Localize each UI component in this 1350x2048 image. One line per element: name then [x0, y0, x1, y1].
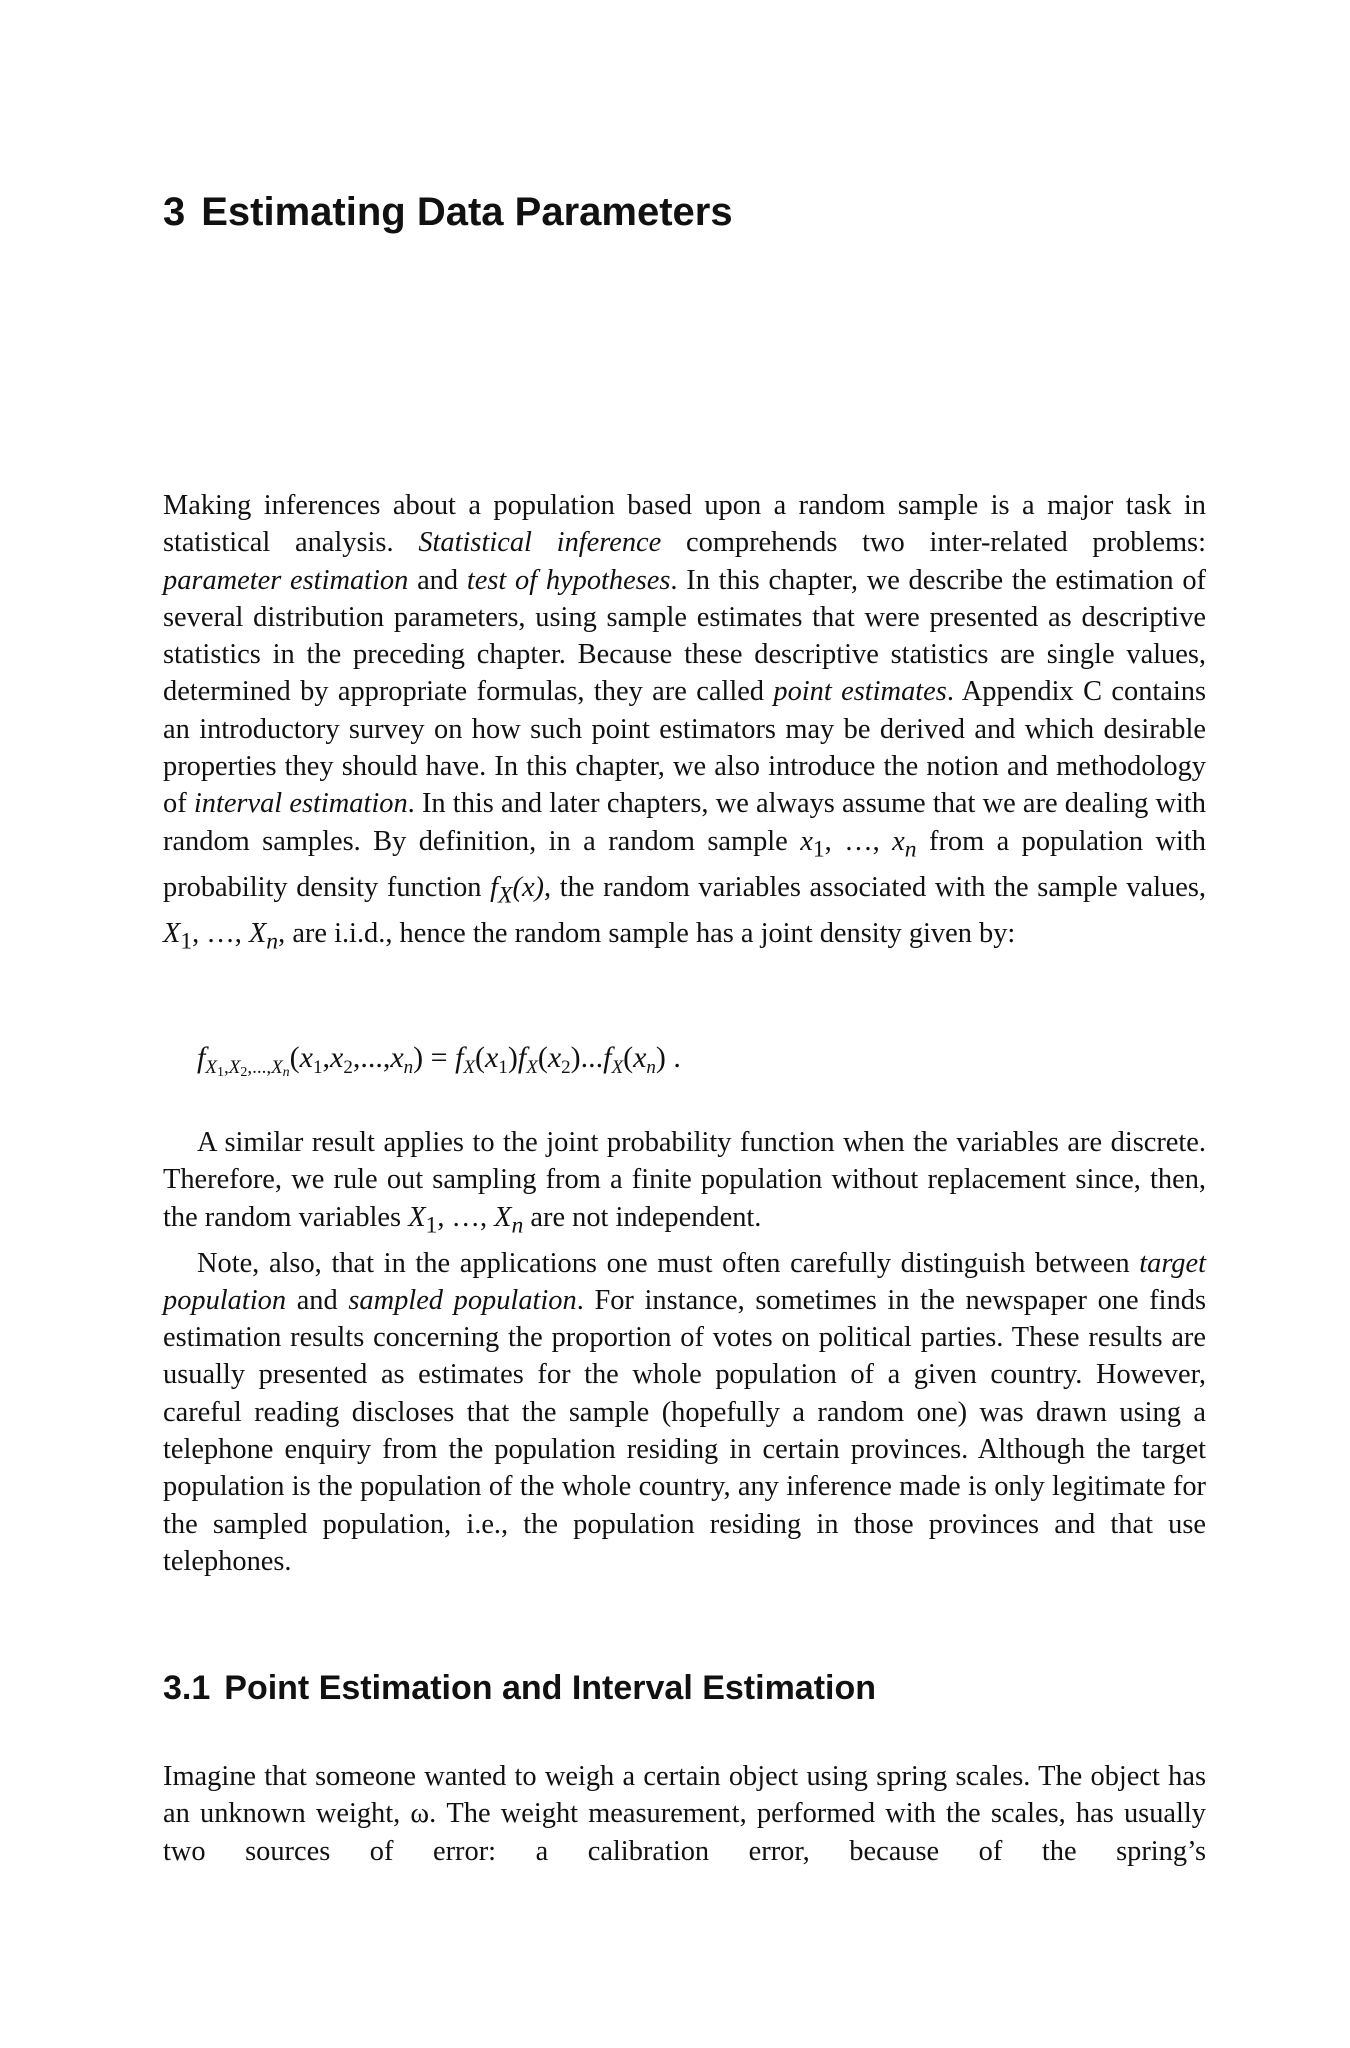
term-statistical-inference: Statistical inference: [418, 527, 662, 559]
body-text: A similar result applies to the joint probability function when the variables are discrete. Therefore, we rule out sampling from a finite population without replacement since, then, the random variables: [163, 1127, 1206, 1233]
eq-sub: X: [205, 1057, 217, 1078]
eq-comma: ,: [382, 1041, 391, 1074]
section-paragraph: [163, 1758, 1206, 1870]
term-point-estimates: point estimates: [773, 676, 947, 708]
eq-paren: (: [289, 1041, 300, 1074]
intro-text: . Appendix C contains an introductory survey on how such point estimators may be derived and which desirable properties they should have. In this chapter, we also introduce the notion and methodology of: [163, 676, 1207, 820]
eq-paren: ): [570, 1041, 581, 1074]
section-text: Imagine that someone wanted to weigh a certain object using spring scales. The object has an unknown weight, ω. The weight measurement, performed with the scales, has usually two sources of error: a calibration error, because of the spring’s: [163, 1761, 1206, 1867]
eq-sub: n: [646, 1057, 656, 1078]
intro-text: . In this and later chapters, we always assume that we are dealing with random samples. By definition, in a random sample: [163, 788, 1207, 857]
eq-paren: (: [475, 1041, 486, 1074]
eq-f: f: [455, 1041, 464, 1074]
subscript: 1: [425, 1212, 438, 1239]
eq-comma: ,: [322, 1041, 330, 1074]
subscript: 1: [812, 836, 825, 863]
eq-sub: ,: [247, 1057, 253, 1078]
intro-text: from a population with probability density function: [163, 825, 1207, 903]
intro-text: and: [408, 564, 467, 596]
subscript: X: [498, 882, 513, 909]
eq-comma: ,: [352, 1041, 361, 1074]
var-X: X: [248, 917, 267, 949]
paragraph-target-population: [163, 1245, 1206, 1581]
var-x: (x): [512, 871, 544, 903]
eq-equals: =: [423, 1041, 456, 1074]
eq-paren: ): [413, 1041, 424, 1074]
eq-dots: ...: [580, 1041, 604, 1074]
eq-sub: X: [228, 1057, 241, 1078]
var-X: X: [494, 1201, 512, 1233]
intro-text: Making inferences about a population based upon a random sample is a major task in statistical analysis.: [163, 490, 1206, 559]
eq-f: f: [603, 1041, 612, 1074]
var-f: f: [490, 871, 499, 903]
eq-sub: 1: [498, 1057, 508, 1078]
chapter-title-text: Estimating Data Parameters: [201, 190, 733, 234]
term-test-of-hypotheses: test of hypotheses: [466, 564, 671, 596]
section-number: 3.1: [163, 1669, 211, 1707]
body-text: and: [286, 1284, 349, 1316]
eq-x: x: [485, 1041, 499, 1074]
term-interval-estimation: interval estimation: [193, 788, 408, 820]
eq-sub: 1: [313, 1057, 323, 1078]
eq-period: .: [665, 1041, 681, 1074]
eq-sub: 2: [343, 1057, 353, 1078]
eq-sub: n: [403, 1057, 414, 1078]
eq-sub: X: [526, 1057, 538, 1078]
eq-sub: 2: [240, 1065, 248, 1080]
eq-sub: 2: [561, 1057, 571, 1078]
subscript: n: [904, 836, 917, 863]
eq-paren: ): [655, 1041, 666, 1074]
eq-sub: 1: [216, 1065, 224, 1080]
body-text: Note, also, that in the applications one must often carefully distinguish between: [197, 1247, 1140, 1279]
subscript: 1: [180, 928, 193, 955]
paragraph-discrete: [163, 1124, 1206, 1245]
var-x: x: [800, 825, 813, 857]
eq-dots: ...: [360, 1041, 383, 1074]
var-X: X: [163, 917, 181, 949]
chapter-title: [163, 186, 1213, 238]
eq-sub: X: [271, 1057, 283, 1078]
intro-text: , are i.i.d., hence the random sample has a joint density given by:: [278, 917, 1016, 949]
var-X: X: [408, 1201, 426, 1233]
eq-x: x: [547, 1041, 562, 1074]
body-text: are not independent.: [523, 1201, 762, 1233]
section-title-text: Point Estimation and Interval Estimation: [224, 1669, 877, 1707]
eq-paren: (: [537, 1041, 548, 1074]
ellipsis: , …,: [192, 917, 249, 949]
eq-sub: X: [463, 1057, 476, 1078]
intro-text: . In this chapter, we describe the estimation of several distribution parameters, using sample estimates that were presented as descriptive statistics in the preceding chapter. Because these descriptive statistics are single values, determined by appropriate formulas, they are called: [163, 564, 1207, 708]
term-sampled-population: sampled population: [348, 1284, 577, 1316]
intro-paragraph: [163, 487, 1206, 961]
eq-x: x: [299, 1041, 313, 1074]
term-parameter-estimation: parameter estimation: [163, 564, 409, 596]
eq-f: f: [517, 1041, 527, 1074]
chapter-number: 3: [163, 190, 186, 234]
eq-paren: ): [507, 1041, 518, 1074]
joint-density-equation: [197, 1036, 1097, 1080]
eq-f: f: [197, 1041, 206, 1074]
eq-sub: ,: [266, 1057, 272, 1078]
term-target-population: target population: [163, 1247, 1206, 1316]
eq-sub: ,: [223, 1057, 229, 1078]
subscript: n: [266, 928, 279, 955]
intro-text: , the random variables associated with the sample values,: [544, 871, 1206, 903]
body-text: . For instance, sometimes in the newspaper one finds estimation results concerning the proportion of votes on political parties. These results are usually presented as estimates for the whole population of a given country. However, careful reading discloses that the sample (hopefully a random one) was drawn using a telephone enquiry from the population residing in certain provinces. Although the target population is the population of the whole country, any inference made is only legitimate for the sampled population, i.e., the population residing in those provinces and that use telephones.: [163, 1284, 1207, 1577]
eq-paren: (: [623, 1041, 634, 1074]
ellipsis: , …,: [437, 1201, 495, 1233]
var-x: x: [892, 825, 905, 857]
ellipsis: , …,: [824, 825, 893, 857]
eq-sub: ...: [252, 1057, 267, 1078]
eq-sub: n: [282, 1065, 290, 1080]
section-title: [163, 1665, 1213, 1711]
after-equation-text: [163, 1124, 1206, 1580]
subscript: n: [511, 1212, 524, 1239]
eq-x: x: [633, 1041, 647, 1074]
eq-x: x: [330, 1041, 344, 1074]
eq-sub: X: [611, 1057, 624, 1078]
intro-text: comprehends two inter-related problems:: [661, 527, 1206, 559]
eq-x: x: [390, 1041, 404, 1074]
